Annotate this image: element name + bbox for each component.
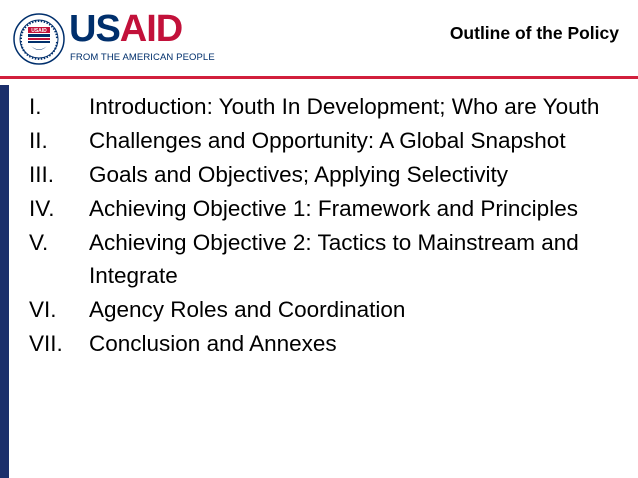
outline-number: VII. [29, 330, 63, 356]
logo-tagline: FROM THE AMERICAN PEOPLE [70, 52, 215, 63]
outline-number: V. [29, 230, 49, 255]
outline-number: II. [29, 128, 48, 153]
outline-list [29, 91, 629, 362]
outline-text: Achieving Objective 2: Tactics to Mainstream and Integrate [89, 230, 579, 288]
outline-item [29, 328, 629, 361]
slide-header [0, 0, 638, 78]
outline-number: III. [29, 162, 55, 187]
outline-number: IV. [29, 196, 55, 221]
outline-text: Agency Roles and Coordination [89, 296, 406, 322]
outline-item [29, 193, 629, 226]
wordmark-us: US [69, 8, 120, 50]
outline-text: Conclusion and Annexes [89, 330, 337, 356]
outline-item [29, 125, 629, 158]
seal-text: USAID [31, 28, 47, 34]
wordmark-aid: AID [119, 8, 183, 50]
outline-text: Introduction: Youth In Development; Who are Youth [89, 94, 600, 119]
slide-title: Outline of the Policy [449, 23, 619, 43]
outline-number: VI. [29, 296, 57, 322]
outline-text: Goals and Objectives; Applying Selectivity [89, 162, 508, 187]
outline-text: Achieving Objective 1: Framework and Principles [89, 196, 578, 221]
outline-number: I. [29, 94, 42, 119]
usaid-seal-icon [13, 13, 65, 65]
outline-item [29, 159, 629, 192]
left-accent-bar [0, 85, 9, 478]
outline-item [29, 227, 629, 292]
outline-item [29, 294, 629, 327]
outline-item [29, 91, 629, 124]
header-divider [0, 76, 638, 79]
outline-text: Challenges and Opportunity: A Global Snapshot [89, 128, 566, 153]
usaid-wordmark [69, 9, 182, 49]
